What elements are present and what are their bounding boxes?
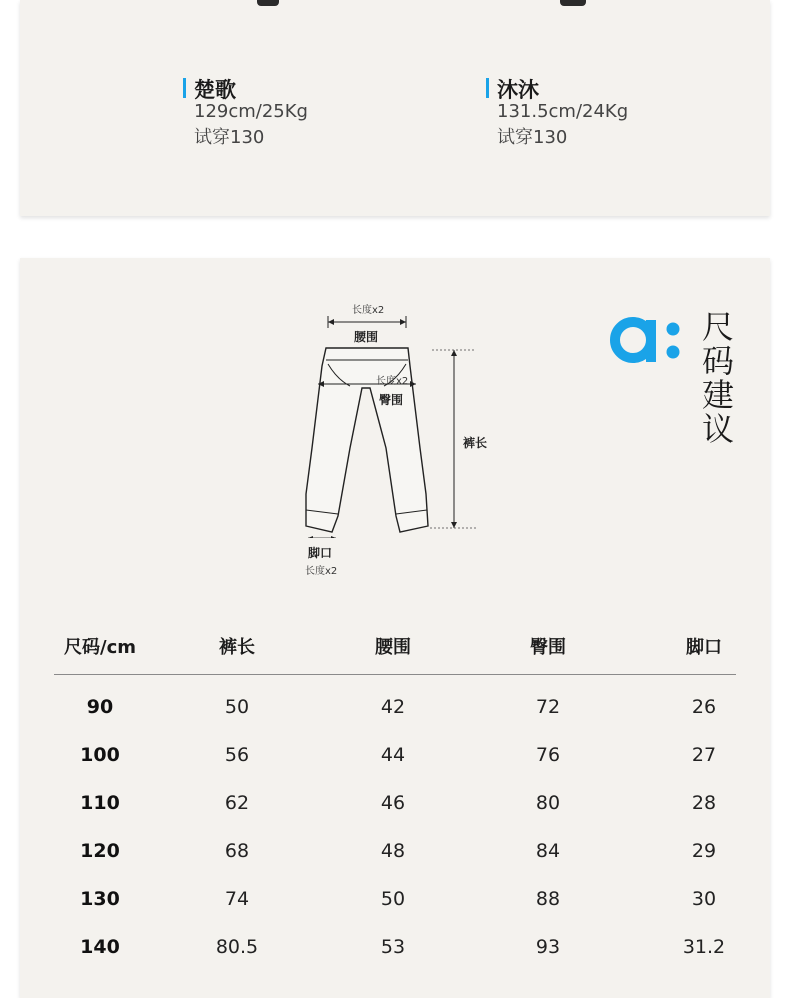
waist-measure-note: 长度x2: [352, 305, 385, 316]
brand-logo: [608, 314, 686, 370]
header-length: 裤长: [219, 637, 255, 658]
cell-length: 50: [224, 696, 250, 718]
cell-size: 110: [80, 792, 120, 814]
cell-cuff: 29: [691, 840, 717, 862]
model-shoe-left: [257, 0, 279, 6]
table-row: [20, 936, 770, 966]
title-char: 码: [701, 342, 734, 380]
cell-hip: 93: [535, 936, 561, 958]
cell-waist: 50: [380, 888, 406, 910]
cell-hip: 88: [535, 888, 561, 910]
model-shoe-right: [560, 0, 586, 6]
cell-cuff: 27: [691, 744, 717, 766]
model-trial-size: 试穿130: [497, 127, 568, 148]
cell-hip: 72: [535, 696, 561, 718]
cell-length: 68: [224, 840, 250, 862]
brand-logo-mark: [608, 314, 686, 366]
title-char: 议: [701, 410, 734, 448]
pants-measurement-diagram: [290, 298, 510, 577]
cell-length: 56: [224, 744, 250, 766]
pants-illustration: [290, 298, 510, 538]
cell-size: 130: [80, 888, 120, 910]
size-guide-title: [698, 310, 738, 446]
cuff-measure-note: 长度x2: [305, 566, 338, 577]
cell-waist: 42: [380, 696, 406, 718]
length-label: 裤长: [463, 436, 488, 450]
title-char: 建: [701, 376, 734, 414]
cell-hip: 76: [535, 744, 561, 766]
table-divider: [54, 674, 736, 675]
model-name: 沐沐: [497, 78, 539, 102]
cell-size: 120: [80, 840, 120, 862]
hip-label: 臀围: [379, 393, 404, 407]
cell-size: 90: [86, 696, 114, 718]
hip-measure-note: 长度x2: [376, 376, 409, 387]
cell-waist: 48: [380, 840, 406, 862]
table-row: [20, 792, 770, 822]
header-waist: 腰围: [375, 637, 411, 658]
cell-cuff: 28: [691, 792, 717, 814]
cell-hip: 80: [535, 792, 561, 814]
cell-size: 100: [80, 744, 120, 766]
cuff-label: 脚口: [308, 546, 333, 560]
model-stats: 129cm/25Kg: [194, 101, 308, 122]
cell-cuff: 26: [691, 696, 717, 718]
cell-cuff: 30: [691, 888, 717, 910]
size-table-header: [20, 633, 770, 659]
cell-waist: 44: [380, 744, 406, 766]
cell-length: 74: [224, 888, 250, 910]
size-guide-card: [20, 258, 770, 998]
table-row: [20, 744, 770, 774]
cell-cuff: 31.2: [682, 936, 726, 958]
cell-length: 80.5: [215, 936, 259, 958]
table-row: [20, 888, 770, 918]
cell-waist: 53: [380, 936, 406, 958]
waist-label: 腰围: [354, 330, 379, 344]
header-hip: 臀围: [530, 637, 566, 658]
cell-waist: 46: [380, 792, 406, 814]
cell-length: 62: [224, 792, 250, 814]
model-trial-size: 试穿130: [194, 127, 265, 148]
model-name: 楚歌: [194, 78, 236, 102]
title-char: 尺: [701, 308, 734, 346]
table-row: [20, 840, 770, 870]
accent-bar: [486, 78, 489, 98]
cell-hip: 84: [535, 840, 561, 862]
accent-bar: [183, 78, 186, 98]
header-size: 尺码/cm: [64, 637, 136, 658]
model-info-card: [20, 0, 770, 216]
model-stats: 131.5cm/24Kg: [497, 101, 629, 122]
header-cuff: 脚口: [686, 637, 722, 658]
cell-size: 140: [80, 936, 120, 958]
table-row: [20, 696, 770, 726]
